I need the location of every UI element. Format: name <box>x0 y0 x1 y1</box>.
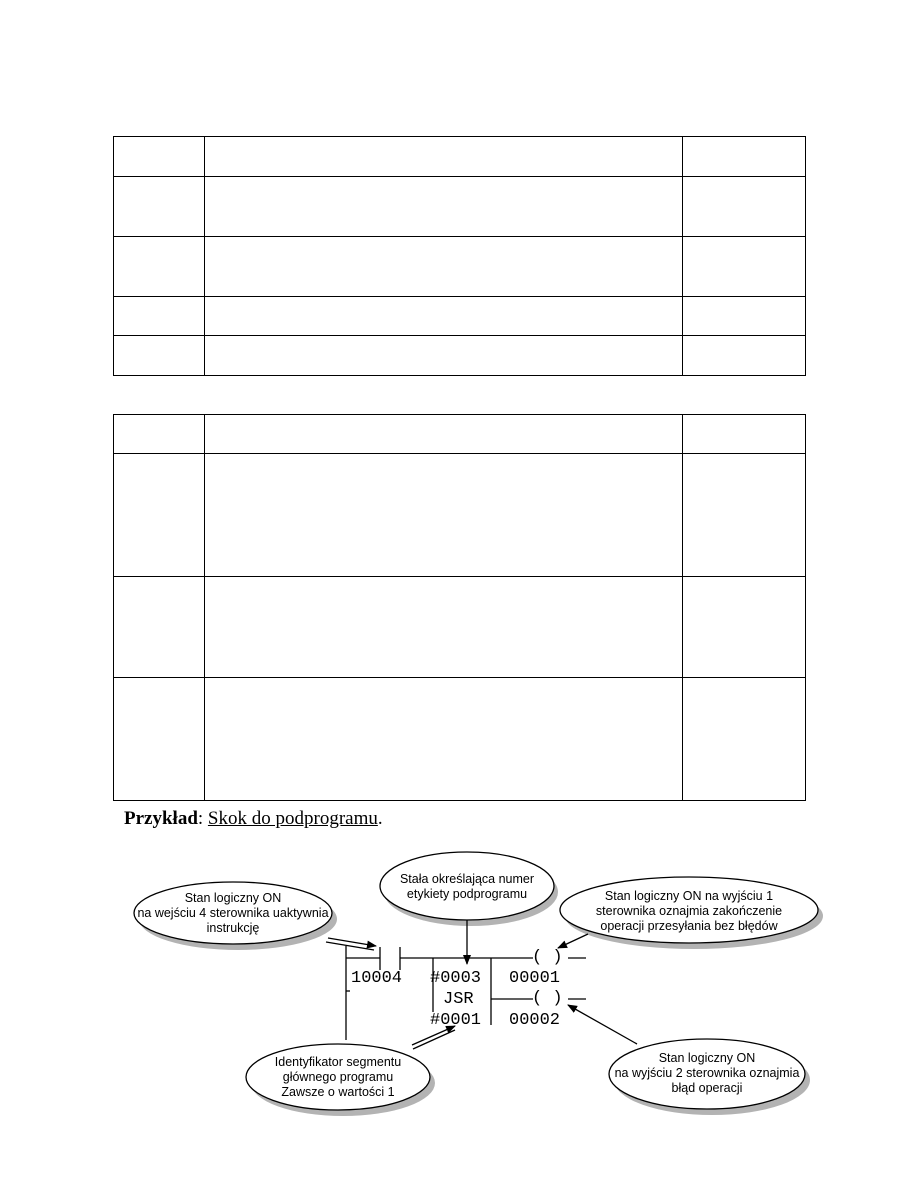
bubble-input-on-text: Stan logiczny ON na wejściu 4 sterownika uaktywnia instrukcję <box>137 891 329 935</box>
caption-end: . <box>377 808 383 829</box>
jsr-instruction: JSR <box>443 990 474 1009</box>
bubble-segment-text: Identyfikator segmentu głównego programu Zawsze o wartości 1 <box>274 1055 402 1099</box>
arrow-output2 <box>568 1005 637 1044</box>
output2-address: 00002 <box>509 1011 561 1030</box>
bubble-output2-on-text: Stan logiczny ON na wyjściu 2 sterownika oznajmia błąd operacji <box>614 1051 800 1095</box>
output1-address: 00001 <box>509 969 561 988</box>
bubble-constant-text: Stała określająca numer etykiety podprogramu <box>399 872 535 901</box>
example-link[interactable]: Skok do podprogramu <box>207 808 378 829</box>
contact-address: 10004 <box>351 969 403 988</box>
coil-2: ( ) <box>532 989 563 1008</box>
segment-id: #0001 <box>430 1011 482 1030</box>
arrow-output1 <box>558 934 588 948</box>
bubble-output1-on-text: Stan logiczny ON na wyjściu 1 sterownika oznajmia zakończenie operacji przesyłania bez błędów <box>595 889 783 933</box>
coil-1: ( ) <box>532 948 563 967</box>
caption-separator: : <box>197 808 208 829</box>
example-label: Przykład <box>124 808 198 829</box>
constant-label: #0003 <box>430 969 482 988</box>
arrow-input <box>328 938 376 946</box>
